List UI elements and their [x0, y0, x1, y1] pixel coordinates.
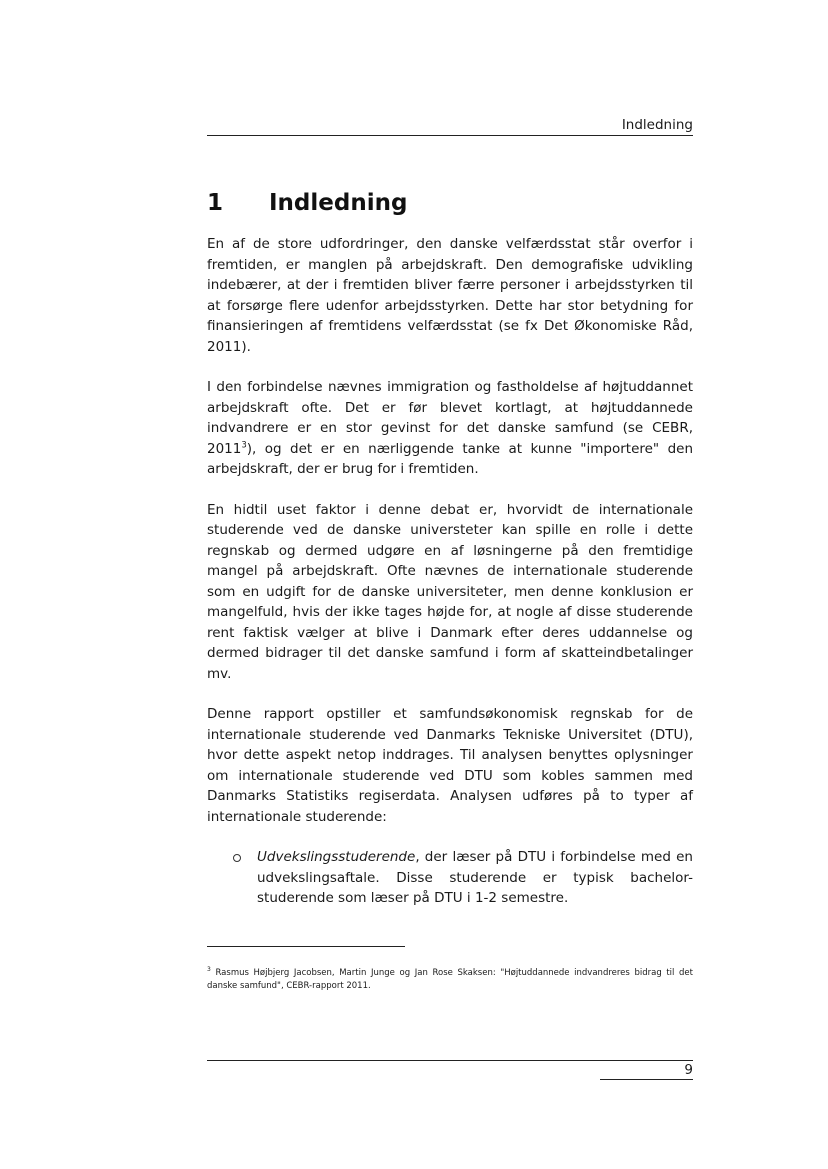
chapter-title: Indledning	[269, 190, 408, 216]
footnote-reference[interactable]: 3	[241, 440, 247, 450]
paragraph-2-text-a: I den forbindelse nævnes immigration og fastholdelse af højtuddannet arbejdskraft ofte. Det er før blevet kortlagt, at højtuddannede indvandrere er en stor gevinst for det danske samfund (se CEBR, 2011	[207, 379, 693, 457]
page-number: 9	[600, 1062, 693, 1080]
body-text	[207, 234, 693, 929]
paragraph-2	[207, 377, 693, 480]
footnote-separator	[207, 946, 405, 947]
footnote-text: Rasmus Højbjerg Jacobsen, Martin Junge og Jan Rose Skaksen: "Højtuddannede indvandreres bidrag til det danske samfund", CEBR-rapport 2011.	[207, 968, 693, 991]
bullet-text: , der læser på DTU i forbindelse med en udvekslingsaftale. Disse studerende er typisk bachelor-studerende som læser på DTU i 1-2 semestre.	[257, 849, 693, 906]
paragraph-4: Denne rapport opstiller et samfundsøkonomisk regnskab for de internationale studerende ved Danmarks Tekniske Universitet (DTU), hvor dette aspekt netop inddrages. Til analysen benyttes oplysninger om internationale studerende ved DTU som kobles sammen med Danmarks Statistiks regiserdata. Analysen udføres på to typer af internationale studerende:	[207, 706, 693, 825]
chapter-heading	[207, 188, 407, 218]
paragraph-1: En af de store udfordringer, den danske velfærdsstat står overfor i fremtiden, er manglen på arbejdskraft. Den demografiske udvikling indebærer, at der i fremtiden bliver færre personer i arbejdsstyrken til at forsørge flere udenfor arbejdsstyrken. Dette har stor betydning for finansieringen af fremtidens velfærdsstat (se fx Det Økonomiske Råd, 2011).	[207, 236, 693, 355]
bullet-term: Udvekslingsstuderende	[257, 849, 416, 865]
footer-rule	[207, 1060, 693, 1061]
hollow-bullet-icon	[233, 854, 241, 862]
chapter-number: 1	[207, 190, 224, 216]
footnote-number: 3	[207, 966, 211, 974]
footnote	[207, 967, 693, 992]
running-header: Indledning	[207, 117, 693, 136]
paragraph-3: En hidtil uset faktor i denne debat er, hvorvidt de internationale studerende ved de danske universteter kan spille en rolle i dette regnskab og dermed udgøre en af løsningerne på den fremtidige mangel på arbejdskraft. Ofte nævnes de internationale studerende som en udgift for de danske universiteter, men denne konklusion er mangelfuld, hvis der ikke tages højde for, at nogle af disse studerende rent faktisk vælger at blive i Danmark efter deres uddannelse og dermed bidrager til det danske samfund i form af skatteindbetalinger mv.	[207, 501, 693, 682]
paragraph-2-text-b: ), og det er en nærliggende tanke at kunne "importere" den arbejdskraft, der er brug for i fremtiden.	[207, 440, 693, 477]
list-item	[207, 847, 693, 909]
